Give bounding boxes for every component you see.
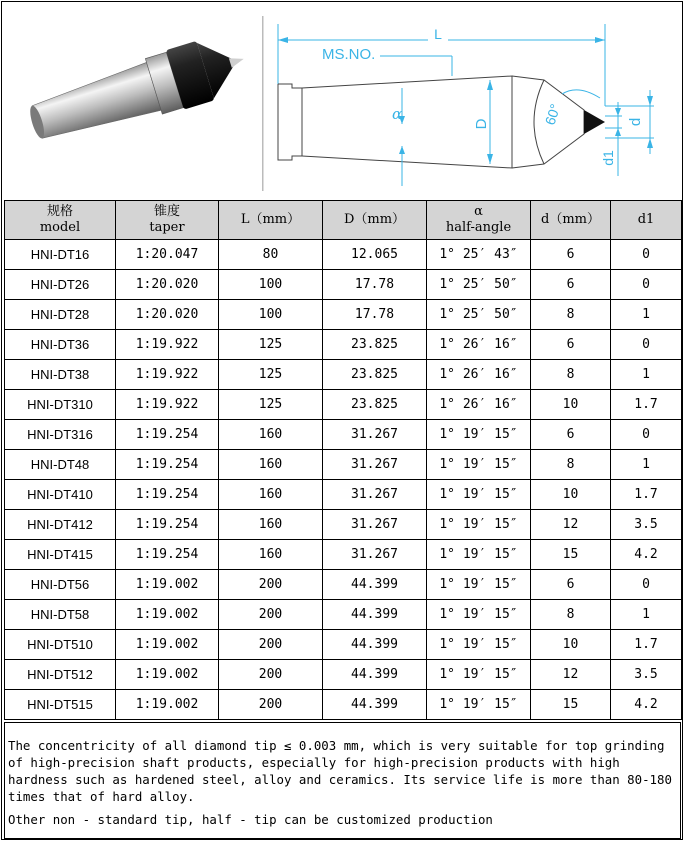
- table-row: [5, 660, 682, 690]
- table-cell: 1° 25′ 50″: [427, 300, 531, 330]
- table-body: [5, 240, 682, 720]
- table-cell: 0: [611, 570, 682, 600]
- table-cell: HNI-DT26: [5, 270, 116, 300]
- table-cell: 200: [219, 630, 323, 660]
- table-cell: 6: [531, 420, 611, 450]
- table-cell: 1:19.002: [116, 600, 219, 630]
- table-cell: 160: [219, 510, 323, 540]
- table-header-row: [5, 201, 682, 240]
- table-cell: 1:19.254: [116, 450, 219, 480]
- table-cell: 125: [219, 390, 323, 420]
- table-cell: HNI-DT515: [5, 690, 116, 720]
- table-cell: HNI-DT415: [5, 540, 116, 570]
- table-cell: 0: [611, 240, 682, 270]
- table-cell: 1° 19′ 15″: [427, 570, 531, 600]
- table-cell: 6: [531, 570, 611, 600]
- table-cell: 6: [531, 330, 611, 360]
- table-cell: 1:19.922: [116, 390, 219, 420]
- table-cell: 1:19.254: [116, 510, 219, 540]
- table-cell: 1:19.254: [116, 540, 219, 570]
- table-cell: 8: [531, 600, 611, 630]
- table-row: [5, 600, 682, 630]
- table-cell: 12: [531, 510, 611, 540]
- table-cell: 1° 26′ 16″: [427, 360, 531, 390]
- table-cell: 3.5: [611, 510, 682, 540]
- dim-label-D: D: [473, 118, 490, 130]
- table-cell: HNI-DT48: [5, 450, 116, 480]
- table-cell: 200: [219, 660, 323, 690]
- table-cell: HNI-DT310: [5, 390, 116, 420]
- technical-drawing: [262, 6, 680, 196]
- spec-table: [4, 200, 682, 720]
- column-header-line2: taper: [149, 220, 185, 235]
- table-cell: 1:20.020: [116, 300, 219, 330]
- table-cell: 1° 26′ 16″: [427, 330, 531, 360]
- table-cell: 10: [531, 390, 611, 420]
- table-row: [5, 690, 682, 720]
- table-cell: 4.2: [611, 690, 682, 720]
- column-header: [611, 201, 682, 240]
- table-cell: 200: [219, 600, 323, 630]
- table-cell: HNI-DT316: [5, 420, 116, 450]
- table-row: [5, 360, 682, 390]
- column-header: [323, 201, 427, 240]
- table-row: [5, 630, 682, 660]
- table-cell: 1° 19′ 15″: [427, 660, 531, 690]
- table-row: [5, 510, 682, 540]
- column-header: [219, 201, 323, 240]
- column-header-line2: model: [39, 220, 81, 235]
- column-header-line1: 规格: [46, 204, 73, 219]
- table-cell: 1° 19′ 15″: [427, 480, 531, 510]
- dim-label-angle: 60°: [541, 101, 564, 127]
- table-cell: 31.267: [323, 480, 427, 510]
- table-row: [5, 420, 682, 450]
- table-cell: HNI-DT412: [5, 510, 116, 540]
- table-cell: 31.267: [323, 420, 427, 450]
- table-cell: 44.399: [323, 690, 427, 720]
- table-cell: 1: [611, 300, 682, 330]
- table-cell: 100: [219, 300, 323, 330]
- table-cell: 1.7: [611, 480, 682, 510]
- table-cell: 8: [531, 360, 611, 390]
- table-cell: 1° 19′ 15″: [427, 540, 531, 570]
- table-cell: 31.267: [323, 540, 427, 570]
- column-header: [116, 201, 219, 240]
- table-cell: HNI-DT512: [5, 660, 116, 690]
- table-cell: 1° 19′ 15″: [427, 690, 531, 720]
- column-header-line1: D（mm）: [343, 212, 406, 227]
- table-cell: 1: [611, 450, 682, 480]
- table-row: [5, 450, 682, 480]
- table-cell: 160: [219, 540, 323, 570]
- table-cell: 100: [219, 270, 323, 300]
- table-cell: 1° 25′ 43″: [427, 240, 531, 270]
- table-cell: 1:19.002: [116, 660, 219, 690]
- table-cell: 160: [219, 480, 323, 510]
- table-cell: 1° 26′ 16″: [427, 390, 531, 420]
- table-row: [5, 300, 682, 330]
- table-cell: HNI-DT36: [5, 330, 116, 360]
- table-cell: 10: [531, 630, 611, 660]
- table-cell: 1° 19′ 15″: [427, 420, 531, 450]
- table-cell: 1:19.254: [116, 480, 219, 510]
- table-cell: 200: [219, 690, 323, 720]
- table-cell: HNI-DT58: [5, 600, 116, 630]
- table-row: [5, 570, 682, 600]
- column-header-line1: L（mm）: [240, 212, 301, 227]
- table-cell: 0: [611, 270, 682, 300]
- column-header-line1: α: [474, 204, 483, 219]
- table-cell: 1:20.020: [116, 270, 219, 300]
- product-figure: [0, 0, 682, 200]
- column-header: [531, 201, 611, 240]
- column-header-line1: 锥度: [153, 204, 180, 219]
- table-cell: 4.2: [611, 540, 682, 570]
- table-cell: 31.267: [323, 510, 427, 540]
- table-cell: 1° 19′ 15″: [427, 630, 531, 660]
- dim-label-alpha: α: [392, 105, 403, 123]
- table-cell: 6: [531, 240, 611, 270]
- table-cell: 200: [219, 570, 323, 600]
- table-cell: 6: [531, 270, 611, 300]
- table-cell: 125: [219, 330, 323, 360]
- table-cell: HNI-DT510: [5, 630, 116, 660]
- table-cell: 1° 19′ 15″: [427, 600, 531, 630]
- table-cell: 23.825: [323, 360, 427, 390]
- table-cell: 160: [219, 450, 323, 480]
- table-cell: 1: [611, 600, 682, 630]
- table-cell: 1:19.922: [116, 360, 219, 390]
- column-header-line1: d（mm）: [541, 212, 600, 227]
- table-cell: 44.399: [323, 630, 427, 660]
- table-cell: 3.5: [611, 660, 682, 690]
- table-cell: HNI-DT16: [5, 240, 116, 270]
- table-cell: 1° 25′ 50″: [427, 270, 531, 300]
- table-cell: 8: [531, 300, 611, 330]
- product-photo: [6, 8, 246, 188]
- table-cell: 8: [531, 450, 611, 480]
- notes-section: [4, 722, 681, 839]
- table-row: [5, 270, 682, 300]
- table-cell: 23.825: [323, 390, 427, 420]
- note-concentricity: The concentricity of all diamond tip ≤ 0.003 mm, which is very suitable for top grinding of high-precision shaft products, especially for high-precision products with high hardness such as hardened steel, alloy and ceramics. Its service life is more than 80-180 times that of hard alloy.: [8, 738, 672, 804]
- table-cell: 17.78: [323, 270, 427, 300]
- table-cell: HNI-DT28: [5, 300, 116, 330]
- column-header-line1: d1: [637, 212, 655, 227]
- table-cell: 44.399: [323, 660, 427, 690]
- table-cell: 125: [219, 360, 323, 390]
- table-cell: 12: [531, 660, 611, 690]
- table-cell: HNI-DT56: [5, 570, 116, 600]
- table-cell: HNI-DT410: [5, 480, 116, 510]
- column-header: [5, 201, 116, 240]
- table-row: [5, 330, 682, 360]
- table-cell: 0: [611, 330, 682, 360]
- table-cell: 1:20.047: [116, 240, 219, 270]
- table-cell: 10: [531, 480, 611, 510]
- table-cell: 17.78: [323, 300, 427, 330]
- table-cell: 1:19.922: [116, 330, 219, 360]
- table-cell: 44.399: [323, 600, 427, 630]
- table-row: [5, 540, 682, 570]
- table-cell: 1.7: [611, 390, 682, 420]
- table-cell: 1° 19′ 15″: [427, 510, 531, 540]
- table-cell: 1° 19′ 15″: [427, 450, 531, 480]
- table-cell: 0: [611, 420, 682, 450]
- table-cell: 80: [219, 240, 323, 270]
- column-header: [427, 201, 531, 240]
- column-header-line2: half-angle: [445, 220, 512, 235]
- table-cell: 1:19.002: [116, 630, 219, 660]
- table-cell: 160: [219, 420, 323, 450]
- table-cell: 1: [611, 360, 682, 390]
- table-cell: 23.825: [323, 330, 427, 360]
- table-cell: 44.399: [323, 570, 427, 600]
- table-row: [5, 390, 682, 420]
- table-cell: 15: [531, 540, 611, 570]
- table-cell: 1:19.002: [116, 570, 219, 600]
- table-cell: 1:19.254: [116, 420, 219, 450]
- table-cell: 12.065: [323, 240, 427, 270]
- table-cell: 15: [531, 690, 611, 720]
- note-customization: Other non - standard tip, half - tip can be customized production: [8, 812, 493, 827]
- dim-label-msno: MS.NO.: [322, 46, 376, 63]
- dim-label-L: L: [434, 26, 442, 42]
- table-cell: 1.7: [611, 630, 682, 660]
- table-cell: 31.267: [323, 450, 427, 480]
- table-cell: 1:19.002: [116, 690, 219, 720]
- table-row: [5, 480, 682, 510]
- table-row: [5, 240, 682, 270]
- dim-label-d1: d1: [600, 150, 616, 166]
- table-cell: HNI-DT38: [5, 360, 116, 390]
- dim-label-d: d: [627, 117, 644, 127]
